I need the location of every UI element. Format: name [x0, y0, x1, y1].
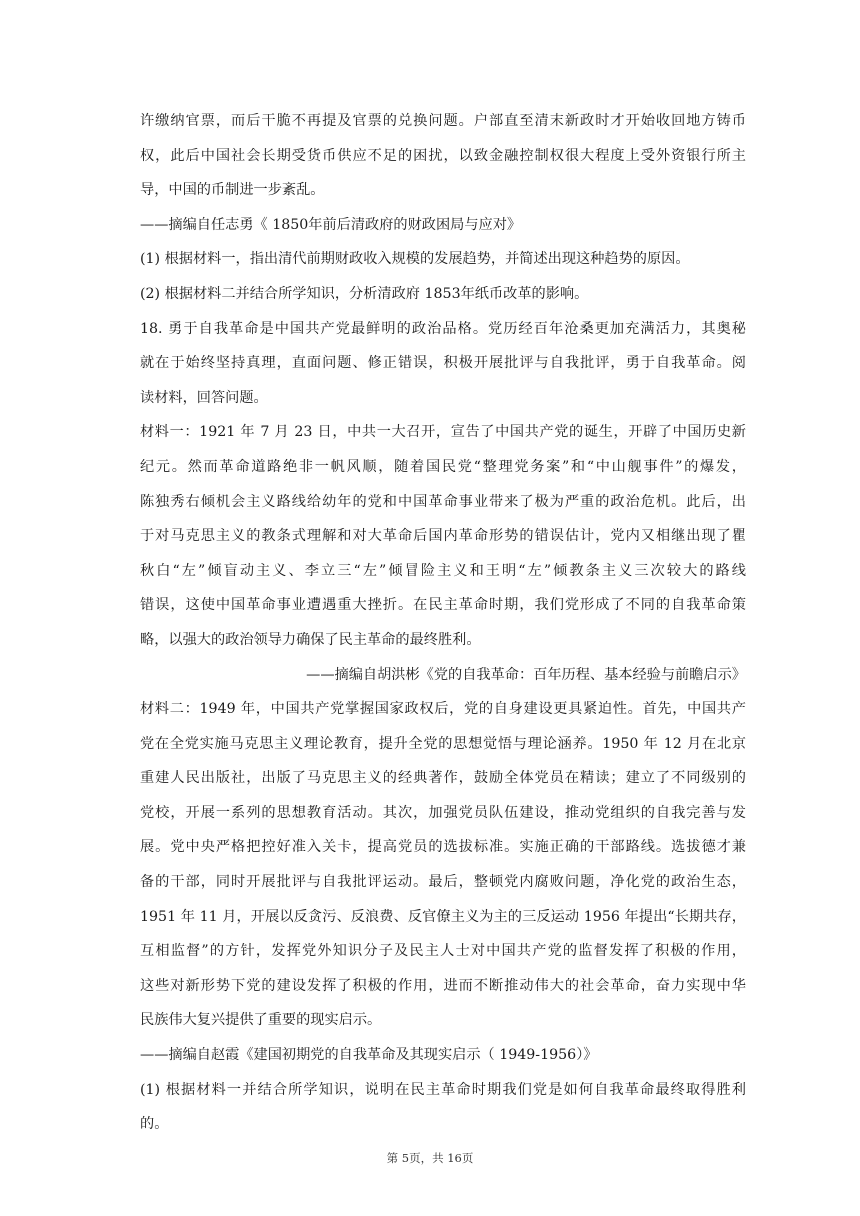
- text-line: 党校，开展一系列的思想教育活动。其次，加强党员队伍建设，推动党组织的自我完善与发: [140, 804, 746, 821]
- text-line: 于对马克思主义的教条式理解和对大革命后国内革命形势的错误估计，党内又相继出现了瞿: [140, 528, 746, 545]
- citation-line: ——摘编自任志勇《 1850年前后清政府的财政困局与应对》: [140, 216, 522, 233]
- text-line: 纪元。然而革命道路绝非一帆风顺，随着国民党“整理党务案”和“中山舰事件”的爆发，: [140, 458, 746, 475]
- citation-line: ——摘编自赵霞《建国初期党的自我革命及其现实启示（ 1949-1956）》: [140, 1047, 598, 1064]
- text-line: 就在于始终坚持真理，直面问题、修正错误，积极开展批评与自我批评，勇于自我革命。阅: [140, 355, 746, 372]
- text-line: 展。党中央严格把控好准入关卡，提高党员的选拔标准。实施正确的干部路线。选拔德才兼: [140, 839, 746, 856]
- question-1: (1) 根据材料一，指出清代前期财政收入规模的发展趋势，并简述出现这种趋势的原因。: [140, 251, 690, 268]
- text-line: 互相监督”的方针，发挥党外知识分子及民主人士对中国共产党的监督发挥了积极的作用，: [140, 943, 746, 960]
- text-line: 重建人民出版社，出版了马克思主义的经典著作，鼓励全体党员在精读；建立了不同级别的: [140, 770, 746, 787]
- text-line: 读材料，回答问题。: [140, 389, 268, 406]
- text-line: 的。: [140, 1116, 169, 1133]
- text-line: 党在全党实施马克思主义理论教育，提升全党的思想觉悟与理论涵养。1950 年 12 月在北京: [140, 735, 746, 752]
- text-line: 错误，这使中国革命事业遭遇重大挫折。在民主革命时期，我们党形成了不同的自我革命策: [140, 597, 746, 614]
- text-line: 导，中国的币制进一步紊乱。: [140, 182, 325, 199]
- text-line: 1951 年 11 月，开展以反贪污、反浪费、反官僚主义为主的三反运动 1956 年提出“长期共存，: [140, 908, 746, 925]
- citation-line: ——摘编自胡洪彬《党的自我革命：百年历程、基本经验与前瞻启示》: [306, 666, 746, 683]
- material-one-line: 材料一：1921 年 7 月 23 日，中共一大召开，宣告了中国共产党的诞生，开辟了中国历史新: [140, 424, 746, 441]
- question-18-intro: 18. 勇于自我革命是中国共产党最鲜明的政治品格。党历经百年沧桑更加充满活力，其奥秘: [140, 320, 746, 337]
- document-page: [140, 104, 746, 1142]
- text-line: 略，以强大的政治领导力确保了民主革命的最终胜利。: [140, 631, 481, 648]
- question-2: (2) 根据材料二并结合所学知识，分析清政府 1853年纸币改革的影响。: [140, 285, 589, 302]
- text-line: 这些对新形势下党的建设发挥了积极的作用，进而不断推动伟大的社会革命，奋力实现中华: [140, 977, 746, 994]
- question-1: (1) 根据材料一并结合所学知识，说明在民主革命时期我们党是如何自我革命最终取得胜利: [140, 1081, 746, 1098]
- text-line: 陈独秀右倾机会主义路线给幼年的党和中国革命事业带来了极为严重的政治危机。此后，出: [140, 493, 746, 510]
- text-line: 秋白“左”倾盲动主义、李立三“左”倾冒险主义和王明“左”倾教条主义三次较大的路线: [140, 562, 746, 579]
- text-line: 权，此后中国社会长期受货币供应不足的困扰，以致金融控制权很大程度上受外资银行所主: [140, 147, 746, 164]
- text-line: 备的干部，同时开展批评与自我批评运动。最后，整顿党内腐败问题，净化党的政治生态，: [140, 874, 746, 891]
- text-line: 民族伟大复兴提供了重要的现实启示。: [140, 1012, 382, 1029]
- page-footer: 第 5页，共 16页: [386, 1151, 474, 1165]
- text-line: 许缴纳官票，而后干脆不再提及官票的兑换问题。户部直至清末新政时才开始收回地方铸币: [140, 113, 746, 129]
- material-two-line: 材料二：1949 年，中国共产党掌握国家政权后，党的自身建设更具紧迫性。首先，中国共产: [140, 701, 746, 718]
